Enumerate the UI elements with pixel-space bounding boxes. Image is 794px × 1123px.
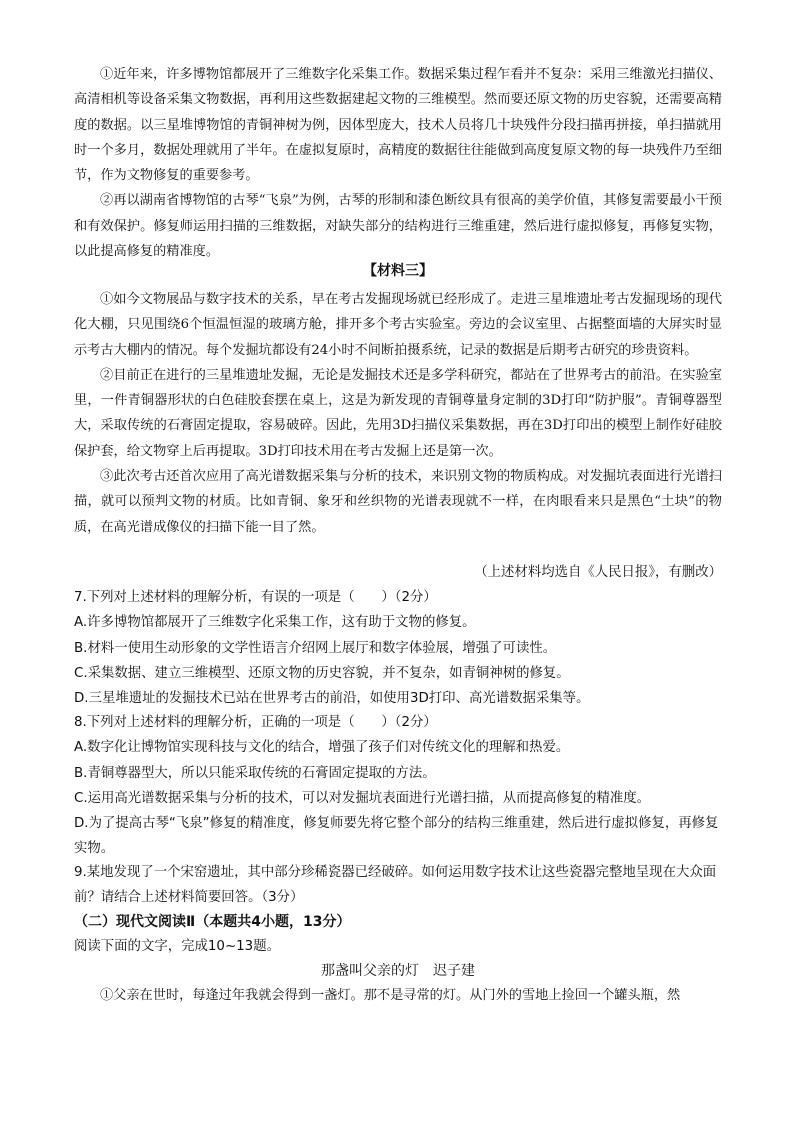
question-7 xyxy=(74,585,722,711)
option-a: A.数字化让博物馆实现科技与文化的结合，增强了孩子们对传统文化的理解和热爱。 xyxy=(74,740,570,756)
option-b: B.青铜尊器型大，所以只能采取传统的石膏固定提取的方法。 xyxy=(74,765,436,781)
paragraph: ①近年来，许多博物馆都展开了三维数字化采集工作。数据采集过程乍看并不复杂：采用三维激光扫描仪、高清相机等设备采集文物数据，再利用这些数据建起文物的三维模型。然而要还原文物的历史容貌，还需要高精度的数据。以三星堆博物馆的青铜神树为例，因体型庞大，技术人员将几十块残件分段扫描再拼接，单扫描就用时一个多月，数据处理就用了半年。在虚拟复原时，高精度的数据往往能做到高度复原文物的每一块残件乃至细节，作为文物修复的重要参考。 xyxy=(74,67,722,184)
option-c: C.运用高光谱数据采集与分析的技术，可以对发掘坑表面进行光谱扫描，从而提高修复的精准度。 xyxy=(74,790,651,806)
section-heading: （二）现代文阅读Ⅱ（本题共4小题，13分） xyxy=(74,914,351,930)
paragraph: ②再以湖南省博物馆的古琴“飞泉”为例，古琴的形制和漆色断纹具有很高的美学价值，其修复需要最小干预和有效保护。修复师运用扫描的三维数据，对缺失部分的结构进行三维重建，然后进行虚拟修复，再修复实物，以此提高修复的精准度。 xyxy=(74,193,722,260)
source-citation: （上述材料均选自《人民日报》，有删改） xyxy=(474,565,722,580)
option-b: B.材料一使用生动形象的文学性语言介绍网上展厅和数字体验展，增强了可读性。 xyxy=(74,640,557,656)
section-2 xyxy=(74,910,722,1009)
paragraph: ③此次考古还首次应用了高光谱数据采集与分析的技术，来识别文物的物质构成。对发掘坑表面进行光谱扫描，就可以预判文物的材质。比如青铜、象牙和丝织物的光谱表现就不一样，在肉眼看来只是黑色“土块”的物质，在高光谱成像仪的扫描下能一目了然。 xyxy=(74,469,722,535)
option-d: D.为了提高古琴“飞泉”修复的精准度，修复师要先将它整个部分的结构三维重建，然后进行虚拟修复，再修复实物。 xyxy=(74,816,719,857)
question-stem: 8.下列对上述材料的理解分析，正确的一项是（ ）（2分） xyxy=(74,715,437,730)
option-a: A.许多博物馆都展开了三维数字化采集工作，这有助于文物的修复。 xyxy=(74,615,476,631)
option-c: C.采集数据、建立三维模型、还原文物的历史容貌，并不复杂，如青铜神树的修复。 xyxy=(74,665,570,681)
instruction: 阅读下面的文字，完成10~13题。 xyxy=(74,939,280,954)
paragraph: ①父亲在世时，每逢过年我就会得到一盏灯。那不是寻常的灯。从门外的雪地上捡回一个罐头瓶，然 xyxy=(100,988,681,1004)
question-stem: 7.下列对上述材料的理解分析，有误的一项是（ ）（2分） xyxy=(74,590,437,605)
source-note xyxy=(74,560,722,585)
material-2-text xyxy=(74,62,722,264)
paragraph: ②目前正在进行的三星堆遗址发掘，无论是发掘技术还是多学科研究，都站在了世界考古的前沿。在实验室里，一件青铜器形状的白色硅胶套摆在桌上，这是为新发现的青铜尊量身定制的3D打印“防护服”。青铜尊器型大，采取传统的石膏固定提取，容易破碎。因此，先用3D扫描仪采集数据，再在3D打印出的模型上制作好硅胶保护套，给文物穿上后再提取。3D打印技术用在考古发掘上还是第一次。 xyxy=(74,367,722,459)
option-d: D.三星堆遗址的发掘技术已站在世界考古的前沿，如使用3D打印、高光谱数据采集等。 xyxy=(74,691,590,707)
question-8 xyxy=(74,710,722,862)
material-3-heading xyxy=(74,259,722,283)
question-9 xyxy=(74,860,722,911)
question-stem: 9.某地发现了一个宋窑遗址，其中部分珍稀瓷器已经破碎。如何运用数字技术让这些瓷器完整地呈现在大众面前？请结合上述材料简要回答。（3分） xyxy=(74,865,717,906)
material-3-text xyxy=(74,287,722,540)
section-heading: 【材料三】 xyxy=(363,263,433,279)
paragraph: ①如今文物展品与数字技术的关系，早在考古发掘现场就已经形成了。走进三星堆遗址考古发掘现场的现代化大棚，只见围绕6个恒温恒湿的玻璃方舱，排开多个考古实验室。旁边的会议室里、占据整面墙的大屏实时显示考古大棚内的情况。每个发掘坑都设有24小时不间断拍摄系统，记录的数据是后期考古研究的珍贵资料。 xyxy=(74,292,722,358)
article-title: 那盏叫父亲的灯 迟子建 xyxy=(321,963,475,980)
